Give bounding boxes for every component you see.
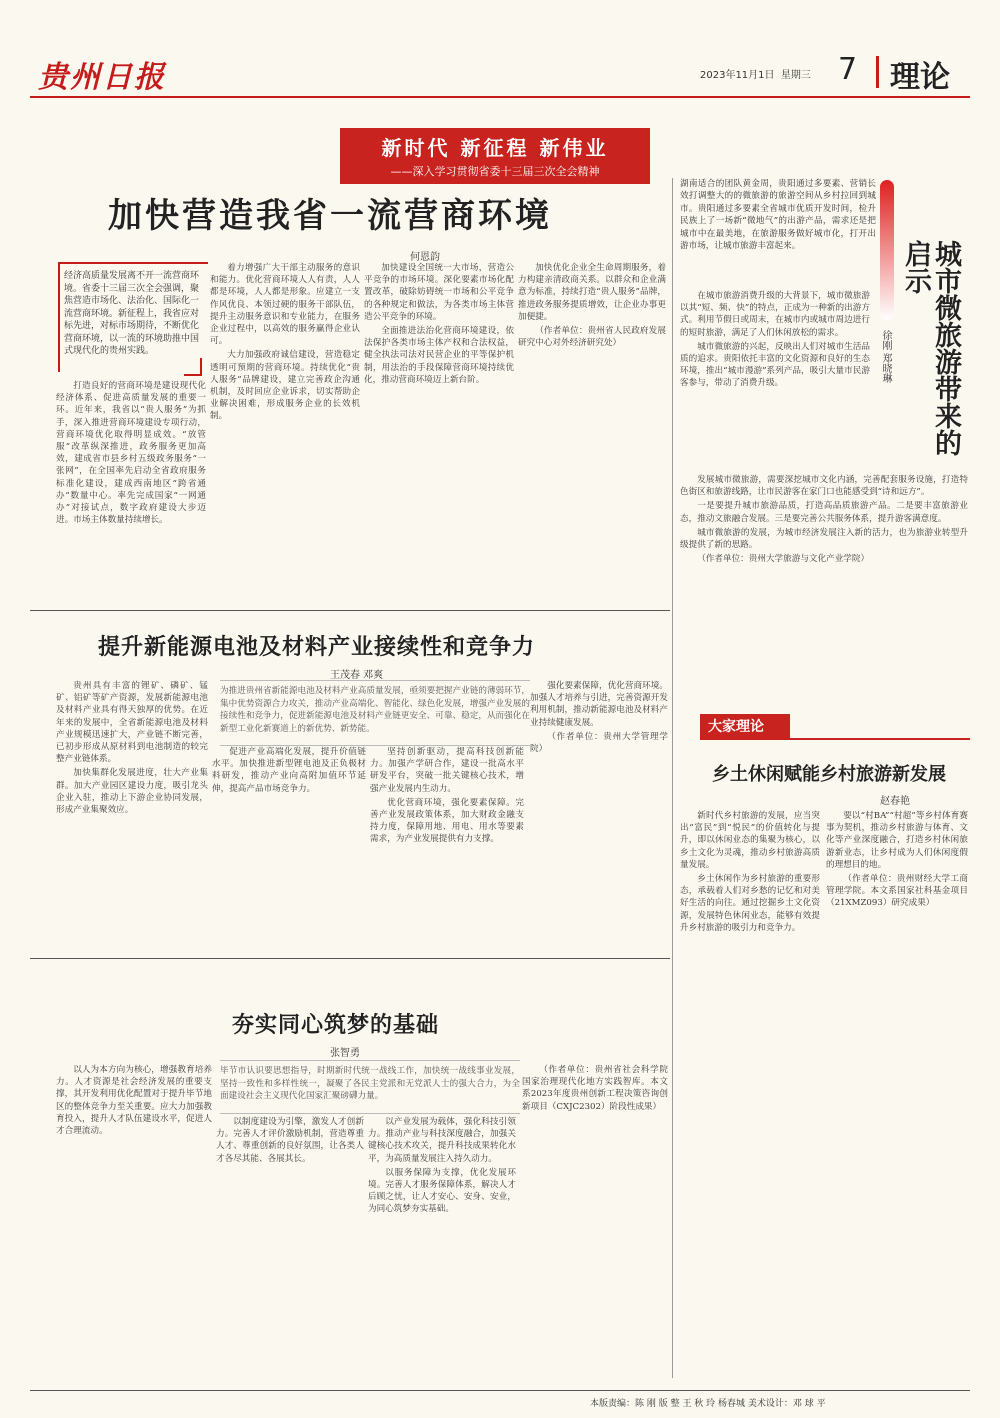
article5-author: 赵春艳 xyxy=(880,796,910,807)
footer-rule xyxy=(30,1390,970,1391)
article4-quote: 湖南适合的团队黄金周，贵阳通过多要素、营销长效打调整大的的微旅游的旅游空间从乡村拉回到城市。贵阳通过多要素全省城市优质开发时间，检升民族上了一场新“微地气”的出游产品，需求还是把城市中在最美地，在旅游服务做好城市化，打开出游市场，让城市旅游丰富起来。 xyxy=(680,179,876,252)
lead-corner-decoration xyxy=(184,358,202,376)
article1-column-2 xyxy=(210,262,360,602)
article1-column-4 xyxy=(518,262,666,602)
article1-column-1 xyxy=(56,380,206,602)
article2-paragraph: 优化营商环境，强化要素保障。完善产业发展政策体系，加大财政金融支持力度，保障用地、用电、用水等要素需求，为产业发展提供有力支撑。 xyxy=(370,797,524,845)
article1-paragraph: （作者单位：贵州省人民政府发展研究中心对外经济研究处） xyxy=(518,326,666,349)
article1-paragraph: 全面推进法治化营商环境建设，依法保护各类市场主体产权和合法权益，健全执法司法对民营企业的平等保护机制，用法治的手段保障营商环境持续优化，推动营商环境迈上新台阶。 xyxy=(364,326,514,385)
newspaper-logo: 贵州日报 xyxy=(38,60,166,95)
article2-paragraph: 贵州具有丰富的锂矿、磷矿、锰矿、铝矿等矿产资源，发展新能源电池及材料产业具有得天独厚的优势。在近年来的发展中，全省新能源电池及材料产业规模迅速扩大，产业链不断完善，已初步形成从原材料到电池制造的较完整产业链体系。 xyxy=(56,681,208,765)
article4-column-2 xyxy=(680,474,968,704)
page-number: 7 xyxy=(838,52,858,87)
article2-column-2 xyxy=(212,746,366,950)
column-label-rule xyxy=(700,738,970,740)
article2-paragraph: 促进产业高端化发展，提升价值链水平。加快推进新型锂电池及正负极材料研发，推动产业向高附加值环节延伸，提高产品市场竞争力。 xyxy=(212,747,366,794)
article3-column-4 xyxy=(522,1064,668,1384)
article2-column-3 xyxy=(370,746,524,950)
banner-subtitle: ——深入学习贯彻省委十三届三次全会精神 xyxy=(390,165,600,178)
article5-paragraph: 要以“村BA”“村超”等乡村体育赛事为契机，推动乡村旅游与体育、文化等产业深度融合，打造乡村休闲旅游新业态，让乡村成为人们休闲度假的理想目的地。 xyxy=(826,811,968,870)
article3-paragraph: 以人为本方向为核心，增强教育培养力。人才资源是社会经济发展的重要支撑，其开发利用优化配置对于提升毕节地区的整体竞争力至关重要。应大力加强教育投入，提升人才队伍建设水平，促进人才合理流动。 xyxy=(56,1065,212,1137)
decorative-red-stripe xyxy=(880,180,894,320)
article2-paragraph: 坚持创新驱动，提高科技创新能力。加强产学研合作，建设一批高水平研发平台，突破一批关键核心技术，增强产业发展内生动力。 xyxy=(370,747,524,794)
article4-paragraph: （作者单位：贵州大学旅游与文化产业学院） xyxy=(697,554,870,565)
article2-author: 王茂春 邓爽 xyxy=(330,670,384,681)
article4-column-1 xyxy=(680,290,870,470)
date: 2023年11月1日 xyxy=(700,70,775,81)
article3-column-1 xyxy=(56,1064,212,1384)
article2-paragraph: 加快集群化发展进度，壮大产业集群。加大产业园区建设力度，吸引龙头企业入驻，推动上下游企业协同发展，形成产业集聚效应。 xyxy=(56,768,208,816)
article1-paragraph: 大力加强政府诚信建设，营造稳定透明可预期的营商环境。持续优化“贵人服务”品牌建设，建立完善政企沟通机制，及时回应企业诉求，切实帮助企业解决困难，形成服务企业的长效机制。 xyxy=(210,350,360,422)
weekday: 星期三 xyxy=(780,70,811,81)
column-rule xyxy=(672,178,673,1378)
article3-column-3 xyxy=(368,1116,516,1384)
article3-summary: 毕节市认识要思想指导，时期新时代统一战线工作，加快统一战线事业发展，坚持一致性和多样性统一，凝聚了各民主党派和无党派人士的强大合力，为全面建设社会主义现代化国家汇聚磅礴力量。 xyxy=(220,1060,520,1114)
article3-paragraph: （作者单位：贵州省社会科学院国家治理现代化地方实践智库。本文系2023年度贵州创新工程决策咨询创新项目（CXJC2302）阶段性成果） xyxy=(522,1065,668,1112)
theme-banner xyxy=(340,128,650,184)
article5-paragraph: 新时代乡村旅游的发展，应当突出“富民”到“悦民”的价值转化与提升，即以休闲业态的集聚为核心，以乡土文化为灵魂，推动乡村旅游高质量发展。 xyxy=(680,811,820,870)
article1-paragraph: 打造良好的营商环境是建设现代化经济体系、促进高质量发展的重要一环。近年来，我省以“贵人服务”为抓手，深入推进营商环境建设专项行动，营商环境优化取得明显成效。“放管服”改革纵深推进，政务服务更加高效，建成省市县乡村五级政务服务“一张网”，在全国率先启动全省政府服务标准化建设，建成西南地区“跨省通办”数量中心。率先完成国家“一网通办”对接试点，数字政府建设大步迈进。市场主体数量持续增长。 xyxy=(56,381,206,526)
article5-paragraph: 乡土休闲作为乡村旅游的重要形态，承载着人们对乡愁的记忆和对美好生活的向往。通过挖掘乡土文化资源，发展特色休闲业态，能够有效提升乡村旅游的吸引力和竞争力。 xyxy=(680,874,820,933)
article1-author: 何恩韵 xyxy=(410,252,440,263)
article2-paragraph: （作者单位：贵州大学管理学院） xyxy=(530,731,668,755)
article2-column-4 xyxy=(530,680,668,950)
editor-credits: 本版责编：陈 刚 版 整 王 秋 玲 杨春城 美术设计：邓 球 平 xyxy=(590,1399,826,1409)
article2-title: 提升新能源电池及材料产业接续性和竞争力 xyxy=(98,635,536,660)
section-name: 理论 xyxy=(890,60,950,95)
section-rule xyxy=(30,610,670,611)
article2-column-1 xyxy=(56,680,208,950)
article4-title: 城市微旅游带来的启示 xyxy=(900,240,961,456)
article3-column-2 xyxy=(216,1116,364,1384)
article2-paragraph: 强化要素保障，优化营商环境。加强人才培养与引进，完善资源开发利用机制，推动新能源电池及材料产业持续健康发展。 xyxy=(530,681,668,728)
column-label: 大家理论 xyxy=(700,714,790,738)
article4-paragraph: 城市微旅游的发展，为城市经济发展注入新的活力，也为旅游业转型升级提供了新的思路。 xyxy=(680,527,968,551)
article1-paragraph: 着力增强广大干部主动服务的意识和能力。优化营商环境人人有责，人人都是环境，人人都是形象。应建立一支作风优良、本领过硬的服务干部队伍，提升主动服务意识和专业能力，在服务企业过程中，以高效的服务赢得企业认可。 xyxy=(210,263,360,347)
issue-date xyxy=(700,66,811,81)
article5-paragraph: （作者单位：贵州财经大学工商管理学院。本文系国家社科基金项目（21XMZ093）研究成果） xyxy=(826,874,968,909)
article4-paragraph: 在城市旅游消费升级的大背景下，城市微旅游以其“短、频、快”的特点，正成为一种新的出游方式。利用节假日或周末，在城市内或城市周边进行的短时旅游，满足了人们休闲放松的需求。 xyxy=(680,291,870,338)
article3-paragraph: 以产业发展为载体，强化科技引领力。推动产业与科技深度融合，加强关键核心技术攻关，提升科技成果转化水平，为高质量发展注入持久动力。 xyxy=(368,1117,516,1164)
article2-summary: 为推进贵州省新能源电池及材料产业高质量发展，亟须要把握产业链的薄弱环节，集中优势资源合力攻关，推动产业高端化、智能化、绿色化发展，增强产业发展的接续性和竞争力，促进新能源电池及材料产业链更安全、可靠、稳定，从而强化在新型工业化新赛道上的新优势、新势能。 xyxy=(220,680,530,746)
article1-paragraph: 加快优化企业全生命周期服务，着力构建亲清政商关系。以群众和企业满意为标准，持续打造“贵人服务”品牌，推进政务服务提质增效，让企业办事更加便捷。 xyxy=(518,263,666,322)
article5-column-2 xyxy=(826,810,968,1386)
article3-paragraph: 以服务保障为支撑，优化发展环境。完善人才服务保障体系，解决人才后顾之忧，让人才安心、安身、安业，为同心筑梦夯实基础。 xyxy=(368,1167,516,1215)
article5-title: 乡土休闲赋能乡村旅游新发展 xyxy=(712,764,946,785)
article1-paragraph: 加快建设全国统一大市场，营造公平竞争的市场环境。深化要素市场化配置改革，破除妨碍统一市场和公平竞争的各种规定和做法，为各类市场主体营造公平竞争的环境。 xyxy=(364,263,514,322)
section-divider xyxy=(876,56,879,88)
article4-author: 徐刚 郑晓琳 xyxy=(880,330,891,384)
article4-paragraph: 城市微旅游的兴起，反映出人们对城市生活品质的追求。贵阳依托丰富的文化资源和良好的生态环境，推出“城市漫游”系列产品，吸引大量市民游客参与，带动了消费升级。 xyxy=(680,341,870,389)
article5-column-1 xyxy=(680,810,820,1386)
article3-title: 夯实同心筑梦的基础 xyxy=(232,1013,440,1038)
article3-paragraph: 以制度建设为引擎，激发人才创新力。完善人才评价激励机制，营造尊重人才、尊重创新的良好氛围，让各类人才各尽其能、各展其长。 xyxy=(216,1117,364,1164)
masthead-rule xyxy=(30,96,970,98)
article1-title: 加快营造我省一流营商环境 xyxy=(108,196,552,236)
article1-lead: 经济高质量发展离不开一流营商环境。省委十三届三次全会强调，聚焦营造市场化、法治化、国际化一流营商环境。新征程上，我省应对标先进，对标市场期待，不断优化营商环境，以一流的环境助推中国式现代化的贵州实践。 xyxy=(58,262,208,372)
article1-column-3 xyxy=(364,262,514,602)
article4-paragraph: 一是要提升城市旅游品质，打造高品质旅游产品。二是要丰富旅游业态，推动文旅融合发展。三是要完善公共服务体系，提升游客满意度。 xyxy=(680,501,968,524)
banner-title: 新时代 新征程 新伟业 xyxy=(381,136,609,160)
article4-paragraph: 发展城市微旅游，需要深挖城市文化内涵，完善配套服务设施，打造特色街区和旅游线路，让市民游客在家门口也能感受到“诗和远方”。 xyxy=(680,475,968,498)
section-rule xyxy=(30,958,670,959)
article3-author: 张智勇 xyxy=(330,1048,360,1059)
